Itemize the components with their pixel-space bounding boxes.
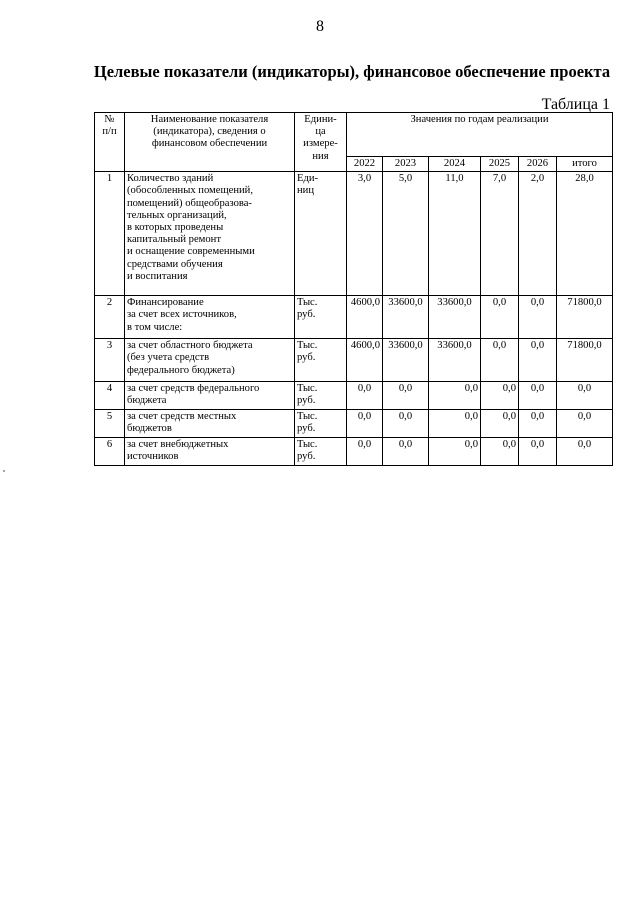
row-value: 0,0 xyxy=(347,410,383,438)
header-year: 2022 xyxy=(347,157,383,172)
table-row xyxy=(95,172,613,296)
row-name: Финансирование за счет всех источников, в том числе: xyxy=(125,296,295,339)
row-value: 0,0 xyxy=(429,438,481,466)
page-number: 8 xyxy=(316,18,324,35)
row-value: 4600,0 xyxy=(347,339,383,382)
row-num: 5 xyxy=(95,410,125,438)
indicators-table xyxy=(94,112,613,466)
page-title: Целевые показатели (индикаторы), финансовое обеспечение проекта xyxy=(93,62,611,81)
row-unit: Тыс. руб. xyxy=(295,382,347,410)
row-value: 0,0 xyxy=(481,296,519,339)
header-values-group-label: Значения по годам реализации xyxy=(410,114,549,125)
row-value: 0,0 xyxy=(481,339,519,382)
header-unit xyxy=(295,113,347,172)
row-value: 11,0 xyxy=(429,172,481,296)
row-value: 0,0 xyxy=(429,410,481,438)
row-value: 0,0 xyxy=(519,410,557,438)
table-row xyxy=(95,410,613,438)
row-value: 0,0 xyxy=(557,410,613,438)
row-value: 0,0 xyxy=(347,438,383,466)
row-value: 0,0 xyxy=(347,382,383,410)
header-name-label: Наименование показателя (индикатора), сведения о финансовом обеспечении xyxy=(150,114,269,150)
scan-speck xyxy=(3,470,5,472)
row-unit: Тыс. руб. xyxy=(295,339,347,382)
row-num: 3 xyxy=(95,339,125,382)
row-value: 0,0 xyxy=(481,410,519,438)
row-value: 4600,0 xyxy=(347,296,383,339)
table-row xyxy=(95,296,613,339)
row-value: 0,0 xyxy=(481,382,519,410)
table-row xyxy=(95,382,613,410)
row-value: 0,0 xyxy=(383,410,429,438)
row-num: 4 xyxy=(95,382,125,410)
table-caption: Таблица 1 xyxy=(541,96,610,113)
row-value: 33600,0 xyxy=(429,339,481,382)
row-value: 0,0 xyxy=(481,438,519,466)
row-value: 28,0 xyxy=(557,172,613,296)
table-row xyxy=(95,339,613,382)
row-unit: Тыс. руб. xyxy=(295,296,347,339)
row-unit: Еди- ниц xyxy=(295,172,347,296)
row-unit: Тыс. руб. xyxy=(295,410,347,438)
row-num: 2 xyxy=(95,296,125,339)
row-value: 71800,0 xyxy=(557,296,613,339)
row-name: за счет внебюджетных источников xyxy=(125,438,295,466)
header-year: 2024 xyxy=(429,157,481,172)
row-value: 0,0 xyxy=(519,438,557,466)
header-name xyxy=(125,113,295,172)
header-year: 2023 xyxy=(383,157,429,172)
row-value: 0,0 xyxy=(557,382,613,410)
row-value: 3,0 xyxy=(347,172,383,296)
row-value: 0,0 xyxy=(383,438,429,466)
header-num xyxy=(95,113,125,172)
row-value: 5,0 xyxy=(383,172,429,296)
row-value: 0,0 xyxy=(519,339,557,382)
row-value: 0,0 xyxy=(519,296,557,339)
header-num-label: № п/п xyxy=(102,114,117,138)
row-value: 2,0 xyxy=(519,172,557,296)
row-name: за счет средств местных бюджетов xyxy=(125,410,295,438)
row-unit: Тыс. руб. xyxy=(295,438,347,466)
header-year: 2025 xyxy=(481,157,519,172)
header-values-group xyxy=(347,113,613,157)
row-num: 6 xyxy=(95,438,125,466)
row-name: Количество зданий (обособленных помещений, помещений) общеобразова- тельных организаций, в которых проведены капитальный ремонт и оснащение современными средствами обучения и воспитания xyxy=(125,172,295,296)
row-value: 71800,0 xyxy=(557,339,613,382)
row-name: за счет средств федерального бюджета xyxy=(125,382,295,410)
row-value: 0,0 xyxy=(519,382,557,410)
row-value: 0,0 xyxy=(557,438,613,466)
row-value: 7,0 xyxy=(481,172,519,296)
row-value: 33600,0 xyxy=(383,339,429,382)
row-num: 1 xyxy=(95,172,125,296)
row-value: 33600,0 xyxy=(429,296,481,339)
table-row xyxy=(95,438,613,466)
row-value: 0,0 xyxy=(429,382,481,410)
row-value: 0,0 xyxy=(383,382,429,410)
header-year: 2026 xyxy=(519,157,557,172)
header-total: итого xyxy=(557,157,613,172)
row-value: 33600,0 xyxy=(383,296,429,339)
header-unit-label: Едини- ца измере- ния xyxy=(303,114,338,162)
row-name: за счет областного бюджета (без учета средств федерального бюджета) xyxy=(125,339,295,382)
